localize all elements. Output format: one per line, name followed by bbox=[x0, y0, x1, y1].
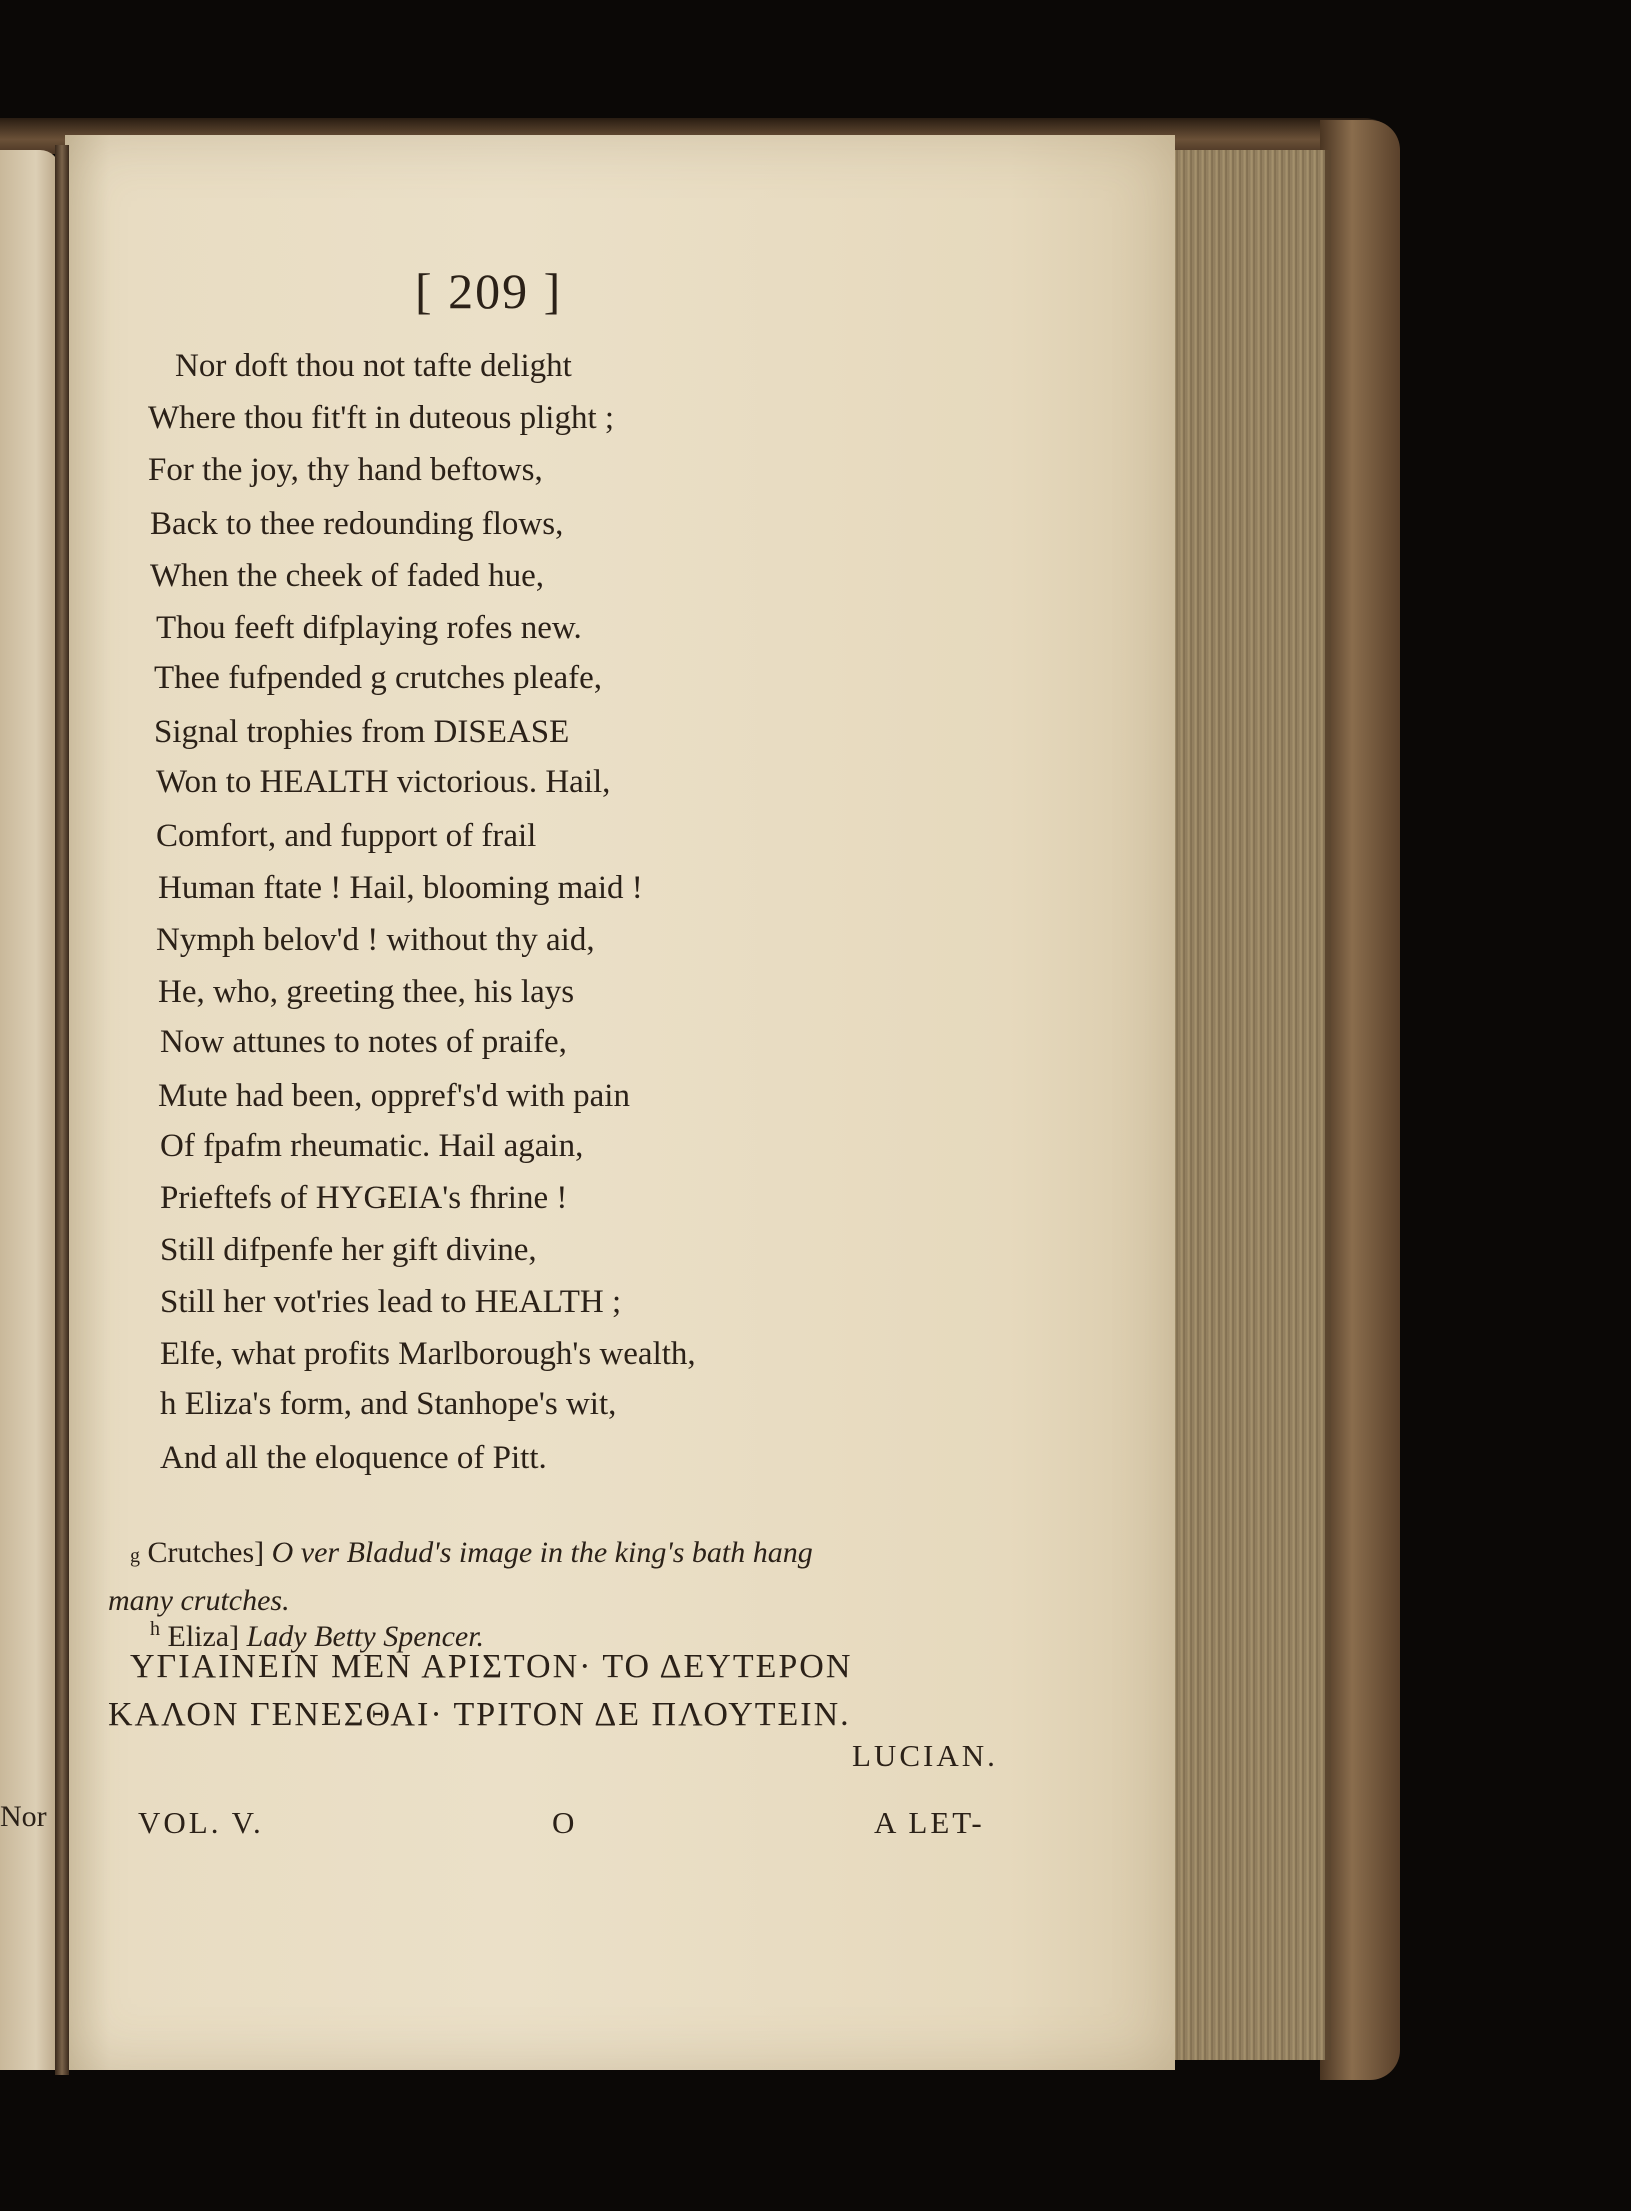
verse-line: h Eliza's form, and Stanhope's wit, bbox=[160, 1386, 617, 1422]
verse-line: Comfort, and fupport of frail bbox=[156, 818, 537, 854]
footnote-h-head: Eliza] bbox=[167, 1620, 240, 1653]
footnote-g bbox=[130, 1536, 813, 1570]
footer-volume: VOL. V. bbox=[138, 1805, 264, 1840]
footnote-g-text: O ver Bladud's image in the king's bath hang bbox=[271, 1536, 813, 1569]
verse-line: Human ftate ! Hail, blooming maid ! bbox=[158, 870, 643, 906]
book-gutter bbox=[55, 145, 69, 2075]
verse-line: He, who, greeting thee, his lays bbox=[158, 974, 575, 1010]
verse-line: For the joy, thy hand beftows, bbox=[148, 452, 543, 488]
footer-signature: O bbox=[552, 1805, 575, 1840]
greek-line-1: ΥΓΙΑΙΝΕΙΝ ΜΕΝ ΑΡΙΣΤΟΝ· ΤΟ ΔΕΥΤΕΡΟΝ bbox=[130, 1648, 853, 1685]
footnote-g-continued: many crutches. bbox=[108, 1584, 290, 1617]
footnote-h-text: Lady Betty Spencer. bbox=[246, 1620, 485, 1653]
verse-line: Still her vot'ries lead to HEALTH ; bbox=[160, 1284, 622, 1320]
verse-line: Won to HEALTH victorious. Hail, bbox=[156, 764, 611, 800]
footer-catchword: A LET- bbox=[874, 1805, 985, 1840]
greek-line-2: ΚΑΛΟΝ ΓΕΝΕΣΘΑΙ· ΤΡΙΤΟΝ ΔΕ ΠΛΟΥΤΕΙΝ. bbox=[108, 1696, 851, 1733]
verse-line: Where thou fit'ft in duteous plight ; bbox=[148, 400, 615, 436]
verse-line: Prieftefs of HYGEIA's fhrine ! bbox=[160, 1180, 568, 1216]
verse-line: Now attunes to notes of praife, bbox=[160, 1024, 567, 1060]
verse-line: When the cheek of faded hue, bbox=[150, 558, 544, 594]
verse-line: Still difpenfe her gift divine, bbox=[160, 1232, 537, 1268]
verse-line: Signal trophies from DISEASE bbox=[154, 714, 570, 750]
book-cover-right bbox=[1320, 120, 1400, 2080]
verse-line: And all the eloquence of Pitt. bbox=[160, 1440, 547, 1476]
footnote-g-marker: g bbox=[130, 1545, 140, 1567]
verse-line: Thee fufpended g crutches pleafe, bbox=[154, 660, 603, 696]
left-page-edge bbox=[0, 150, 60, 2070]
verse-line: Back to thee redounding flows, bbox=[150, 506, 564, 542]
left-page-catchword: Nor bbox=[0, 1800, 47, 1833]
verse-line: Thou feeft difplaying rofes new. bbox=[156, 610, 582, 646]
verse-line: Mute had been, oppref's'd with pain bbox=[158, 1078, 630, 1114]
footnote-g-head: Crutches] bbox=[147, 1536, 265, 1569]
page-number: [ 209 ] bbox=[415, 263, 563, 319]
verse-line: Nor doft thou not tafte delight bbox=[175, 348, 572, 384]
footnote-h-marker: h bbox=[150, 1618, 160, 1640]
verse-line: Of fpafm rheumatic. Hail again, bbox=[160, 1128, 584, 1164]
verse-line: Nymph belov'd ! without thy aid, bbox=[156, 922, 595, 958]
attribution: LUCIAN. bbox=[852, 1738, 998, 1773]
verse-line: Elfe, what profits Marlborough's wealth, bbox=[160, 1336, 696, 1372]
